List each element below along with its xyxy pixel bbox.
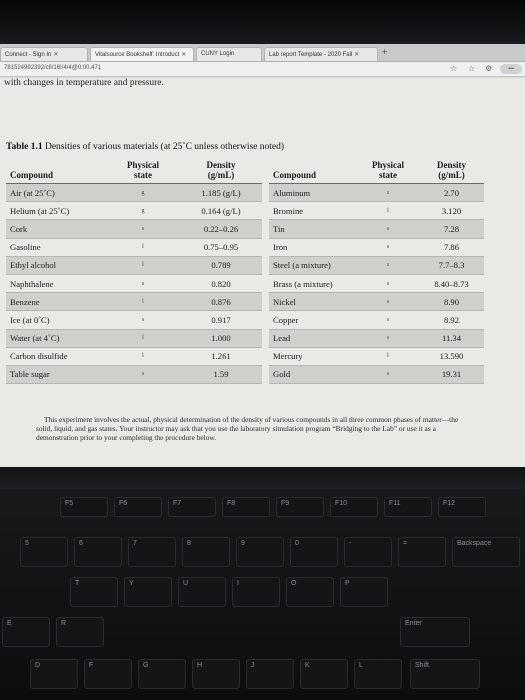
intro-text: with changes in temperature and pressure. <box>4 78 164 88</box>
cell-phase: s <box>357 256 419 274</box>
header-compound: Compound <box>269 158 357 184</box>
keyboard-key[interactable]: 6 <box>74 537 122 567</box>
monitor-screen <box>0 44 525 467</box>
keyboard-key[interactable]: F7 <box>168 497 216 517</box>
cell-compound: Ethyl alcohol <box>6 256 106 274</box>
cell-density: 0.164 (g/L) <box>180 202 262 220</box>
cell-compound: Tin <box>269 220 357 238</box>
cell-phase: s <box>357 365 419 383</box>
table-row <box>269 238 484 256</box>
table-label: Table 1.1 <box>6 142 43 152</box>
cell-phase: s <box>106 311 180 329</box>
laptop-keyboard <box>0 489 525 700</box>
extension-badge[interactable]: ••• <box>500 64 522 74</box>
cell-density: 7.86 <box>419 238 484 256</box>
header-phase-line1: Physical <box>371 160 404 170</box>
cell-phase: s <box>106 365 180 383</box>
table-row <box>6 238 262 256</box>
table-row <box>6 329 262 347</box>
cell-phase: l <box>106 329 180 347</box>
table-row <box>6 365 262 383</box>
keyboard-key[interactable]: 5 <box>20 537 68 567</box>
keyboard-key[interactable]: O <box>286 577 334 607</box>
cell-phase: s <box>357 184 419 202</box>
header-density-line1: Density <box>206 160 236 170</box>
settings-icon[interactable]: ⚙ <box>485 64 493 73</box>
table-row <box>269 256 484 274</box>
cell-compound: Benzene <box>6 293 106 311</box>
tab-cuny-login[interactable] <box>196 47 262 61</box>
keyboard-key[interactable]: 9 <box>236 537 284 567</box>
cell-phase: l <box>106 238 180 256</box>
cell-phase: s <box>357 274 419 292</box>
keyboard-key[interactable]: J <box>246 659 294 689</box>
cell-compound: Water (at 4˚C) <box>6 329 106 347</box>
keyboard-key[interactable]: U <box>178 577 226 607</box>
cell-density: 13.590 <box>419 347 484 365</box>
keyboard-key[interactable]: D <box>30 659 78 689</box>
cell-density: 2.70 <box>419 184 484 202</box>
cell-phase: s <box>357 329 419 347</box>
cell-compound: Gasoline <box>6 238 106 256</box>
keyboard-key[interactable]: L <box>354 659 402 689</box>
keyboard-key[interactable]: 7 <box>128 537 176 567</box>
keyboard-key[interactable]: 8 <box>182 537 230 567</box>
header-phase-line1: Physical <box>126 160 159 170</box>
cell-density: 8.90 <box>419 293 484 311</box>
density-table-right <box>269 158 484 384</box>
header-phase-line2: state <box>379 170 397 180</box>
close-icon[interactable]: ✕ <box>181 52 187 58</box>
keyboard-key[interactable]: H <box>192 659 240 689</box>
table-row <box>6 184 262 202</box>
cell-compound: Table sugar <box>6 365 106 383</box>
cell-density: 1.261 <box>180 347 262 365</box>
header-phase-line2: state <box>134 170 152 180</box>
cell-phase: l <box>357 202 419 220</box>
keyboard-key[interactable]: Y <box>124 577 172 607</box>
cell-compound: Brass (a mixture) <box>269 274 357 292</box>
cell-compound: Aluminum <box>269 184 357 202</box>
keyboard-key[interactable]: P <box>340 577 388 607</box>
cell-phase: s <box>357 311 419 329</box>
cell-compound: Copper <box>269 311 357 329</box>
monitor-bezel-bottom <box>0 467 525 489</box>
new-tab-icon[interactable]: + <box>382 47 388 57</box>
close-icon[interactable]: ✕ <box>354 52 360 58</box>
table-row <box>6 293 262 311</box>
tab-label: Connect - Sign In <box>5 52 52 58</box>
keyboard-key[interactable]: T <box>70 577 118 607</box>
keyboard-key[interactable]: E <box>2 617 50 647</box>
cell-compound: Naphthalene <box>6 274 106 292</box>
cell-density: 7.7–8.3 <box>419 256 484 274</box>
cell-phase: s <box>357 238 419 256</box>
experiment-paragraph: This experiment involves the actual, physical determination of the density of various compounds in all three common phases of matter—the solid, liquid, and gas states. Your instructor may ask that you use the laboratory simulation program “Bridging to the Lab” or use it as a demonstration prior to your completing the procedure below. <box>36 415 459 442</box>
cell-compound: Iron <box>269 238 357 256</box>
address-bar[interactable] <box>0 62 525 77</box>
density-table-left <box>6 158 262 384</box>
keyboard-key[interactable]: I <box>232 577 280 607</box>
cell-phase: g <box>106 184 180 202</box>
table-row <box>6 256 262 274</box>
table-row <box>269 311 484 329</box>
browser-tab-bar <box>0 44 525 62</box>
keyboard-key[interactable]: F12 <box>438 497 486 517</box>
table-row <box>269 329 484 347</box>
cell-density: 0.820 <box>180 274 262 292</box>
table-row <box>269 347 484 365</box>
table-row <box>6 220 262 238</box>
shift-key[interactable]: Shift <box>410 659 480 689</box>
cell-compound: Nickel <box>269 293 357 311</box>
header-density <box>419 158 484 184</box>
keyboard-key[interactable]: - <box>344 537 392 567</box>
cell-phase: s <box>357 293 419 311</box>
tab-label: Vitalsource Bookshelf: Introduct <box>95 52 180 58</box>
cell-compound: Helium (at 25˚C) <box>6 202 106 220</box>
cell-phase: l <box>106 347 180 365</box>
url-text[interactable]: 781524992392/cfi/16!/4/4@0:00.471 <box>4 65 102 71</box>
cell-density: 1.59 <box>180 365 262 383</box>
tab-label: CUNY Login <box>201 51 235 57</box>
table-row <box>269 365 484 383</box>
cell-compound: Mercury <box>269 347 357 365</box>
backspace-key[interactable]: Backspace <box>452 537 520 567</box>
star-icon[interactable]: ☆ <box>450 64 458 73</box>
cell-density: 1.000 <box>180 329 262 347</box>
table-header-row <box>269 158 484 184</box>
keyboard-key[interactable]: F6 <box>114 497 162 517</box>
table-row <box>6 274 262 292</box>
header-phase <box>357 158 419 184</box>
cell-compound: Ice (at 0˚C) <box>6 311 106 329</box>
header-density <box>180 158 262 184</box>
table-row <box>6 311 262 329</box>
enter-key[interactable]: Enter <box>400 617 470 647</box>
cell-phase: g <box>106 202 180 220</box>
tab-connect[interactable] <box>0 47 88 61</box>
cell-density: 0.22–0.26 <box>180 220 262 238</box>
cell-compound: Bromine <box>269 202 357 220</box>
table-title <box>6 142 284 152</box>
cell-density: 0.876 <box>180 293 262 311</box>
density-table <box>6 158 484 406</box>
keyboard-key[interactable]: G <box>138 659 186 689</box>
cell-density: 7.28 <box>419 220 484 238</box>
header-density-line1: Density <box>437 160 466 170</box>
table-row <box>269 293 484 311</box>
table-header-row <box>6 158 262 184</box>
header-phase <box>106 158 180 184</box>
cell-compound: Air (at 25˚C) <box>6 184 106 202</box>
cell-compound: Carbon disulfide <box>6 347 106 365</box>
close-icon[interactable]: ✕ <box>53 52 59 58</box>
tab-vitalsource[interactable] <box>90 47 194 61</box>
cell-compound: Lead <box>269 329 357 347</box>
keyboard-key[interactable]: K <box>300 659 348 689</box>
keyboard-key[interactable]: F11 <box>384 497 432 517</box>
cell-density: 1.185 (g/L) <box>180 184 262 202</box>
table-row <box>6 202 262 220</box>
header-density-line2: (g/mL) <box>438 170 465 180</box>
cell-density: 11.34 <box>419 329 484 347</box>
cell-phase: l <box>106 256 180 274</box>
cell-density: 0.789 <box>180 256 262 274</box>
keyboard-key[interactable]: F8 <box>222 497 270 517</box>
table-row <box>269 184 484 202</box>
tab-label: Lab report Template - 2020 Fall <box>269 52 353 58</box>
keyboard-key[interactable]: 0 <box>290 537 338 567</box>
keyboard-key[interactable]: R <box>56 617 104 647</box>
ebook-page <box>0 78 525 467</box>
table-row <box>269 202 484 220</box>
cell-compound: Cork <box>6 220 106 238</box>
table-row <box>269 274 484 292</box>
bookmark-icon[interactable]: ☆ <box>468 64 476 73</box>
tab-lab-report[interactable] <box>264 47 378 61</box>
cell-phase: l <box>357 347 419 365</box>
table-row <box>269 220 484 238</box>
header-density-line2: (g/mL) <box>207 170 235 180</box>
cell-density: 19.31 <box>419 365 484 383</box>
cell-density: 0.75–0.95 <box>180 238 262 256</box>
header-compound: Compound <box>6 158 106 184</box>
cell-density: 8.40–8.73 <box>419 274 484 292</box>
monitor-bezel-top <box>0 0 525 48</box>
keyboard-key[interactable]: F <box>84 659 132 689</box>
cell-compound: Gold <box>269 365 357 383</box>
cell-phase: s <box>106 220 180 238</box>
cell-phase: s <box>106 274 180 292</box>
keyboard-key[interactable]: F5 <box>60 497 108 517</box>
cell-density: 8.92 <box>419 311 484 329</box>
keyboard-key[interactable]: = <box>398 537 446 567</box>
cell-phase: s <box>357 220 419 238</box>
table-row <box>6 347 262 365</box>
keyboard-key[interactable]: F9 <box>276 497 324 517</box>
cell-phase: l <box>106 293 180 311</box>
keyboard-key[interactable]: F10 <box>330 497 378 517</box>
table-caption: Densities of various materials (at 25˚C unless otherwise noted) <box>42 142 285 152</box>
cell-density: 0.917 <box>180 311 262 329</box>
cell-compound: Steel (a mixture) <box>269 256 357 274</box>
cell-density: 3.120 <box>419 202 484 220</box>
